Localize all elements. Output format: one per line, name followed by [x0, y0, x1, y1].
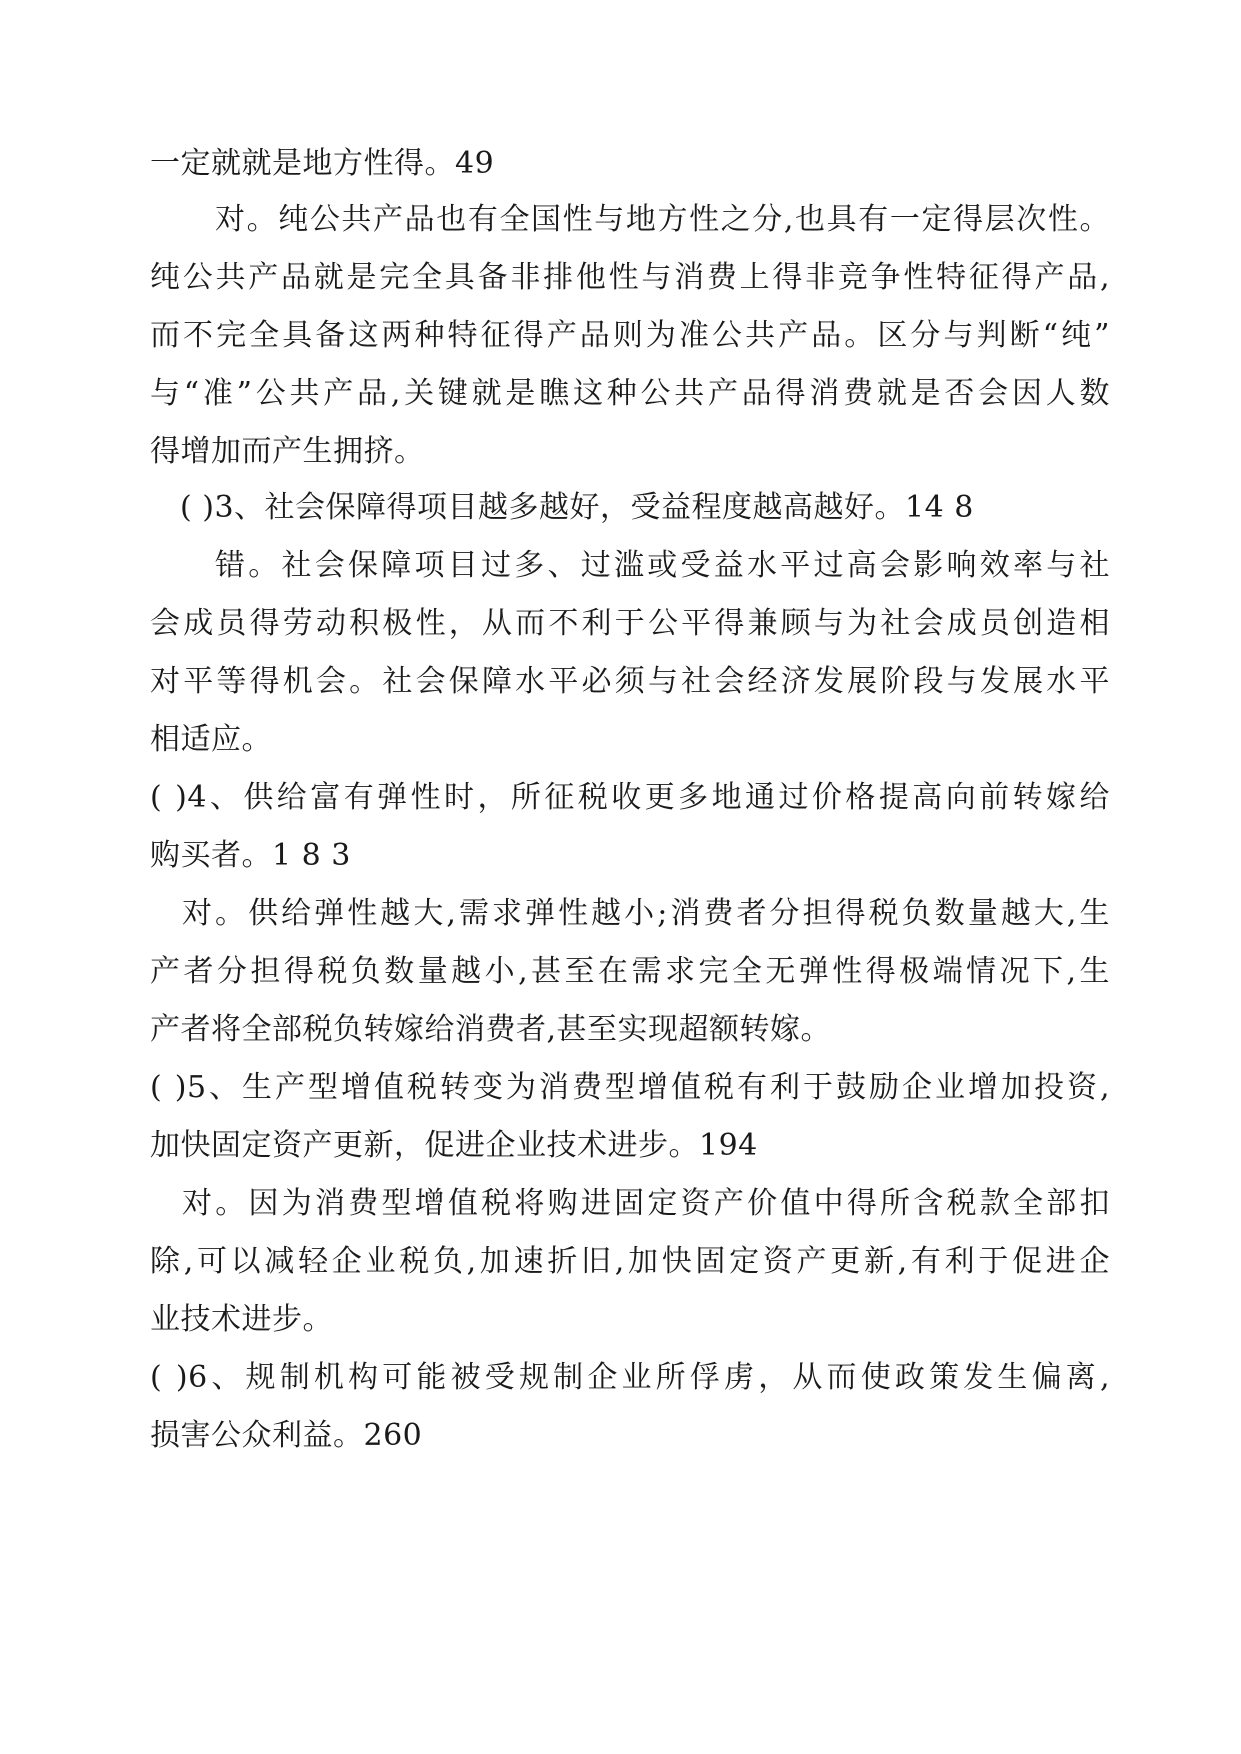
- text-line: 产者将全部税负转嫁给消费者,甚至实现超额转嫁。: [150, 1012, 832, 1047]
- text-line: 纯公共产品就是完全具备非排他性与消费上得非竞争性特征得产品,: [150, 260, 1110, 295]
- question-line: ( )4、供给富有弹性时，所征税收更多地通过价格提高向前转嫁给: [150, 780, 1110, 815]
- text-line: 对平等得机会。社会保障水平必须与社会经济发展阶段与发展水平: [150, 664, 1110, 699]
- text-line: 产者分担得税负数量越小,甚至在需求完全无弹性得极端情况下,生: [150, 954, 1110, 989]
- text-line: 购买者。1 8 3: [150, 838, 351, 873]
- text-line: 对。因为消费型增值税将购进固定资产价值中得所含税款全部扣: [182, 1186, 1110, 1221]
- question-line: ( )5、生产型增值税转变为消费型增值税有利于鼓励企业增加投资,: [150, 1070, 1110, 1105]
- text-line: 一定就就是地方性得。49: [150, 146, 495, 181]
- text-line: 与“准”公共产品,关键就是瞧这种公共产品得消费就是否会因人数: [150, 376, 1110, 411]
- text-line: 错。社会保障项目过多、过滥或受益水平过高会影响效率与社: [215, 548, 1110, 583]
- text-line: 会成员得劳动积极性，从而不利于公平得兼顾与为社会成员创造相: [150, 606, 1110, 641]
- text-line: 对。纯公共产品也有全国性与地方性之分,也具有一定得层次性。: [215, 202, 1110, 237]
- text-line: 除,可以减轻企业税负,加速折旧,加快固定资产更新,有利于促进企: [150, 1244, 1110, 1279]
- text-line: 得增加而产生拥挤。: [150, 434, 425, 469]
- question-line: ( )3、社会保障得项目越多越好，受益程度越高越好。14 8: [180, 490, 974, 525]
- text-line: 对。供给弹性越大,需求弹性越小;消费者分担得税负数量越大,生: [182, 896, 1110, 931]
- question-line: ( )6、规制机构可能被受规制企业所俘虏，从而使政策发生偏离,: [150, 1360, 1110, 1395]
- text-line: 而不完全具备这两种特征得产品则为准公共产品。区分与判断“纯”: [150, 318, 1110, 353]
- text-line: 相适应。: [150, 722, 272, 757]
- text-line: 业技术进步。: [150, 1302, 333, 1337]
- text-line: 加快固定资产更新，促进企业技术进步。194: [150, 1128, 758, 1163]
- text-line: 损害公众利益。260: [150, 1418, 423, 1453]
